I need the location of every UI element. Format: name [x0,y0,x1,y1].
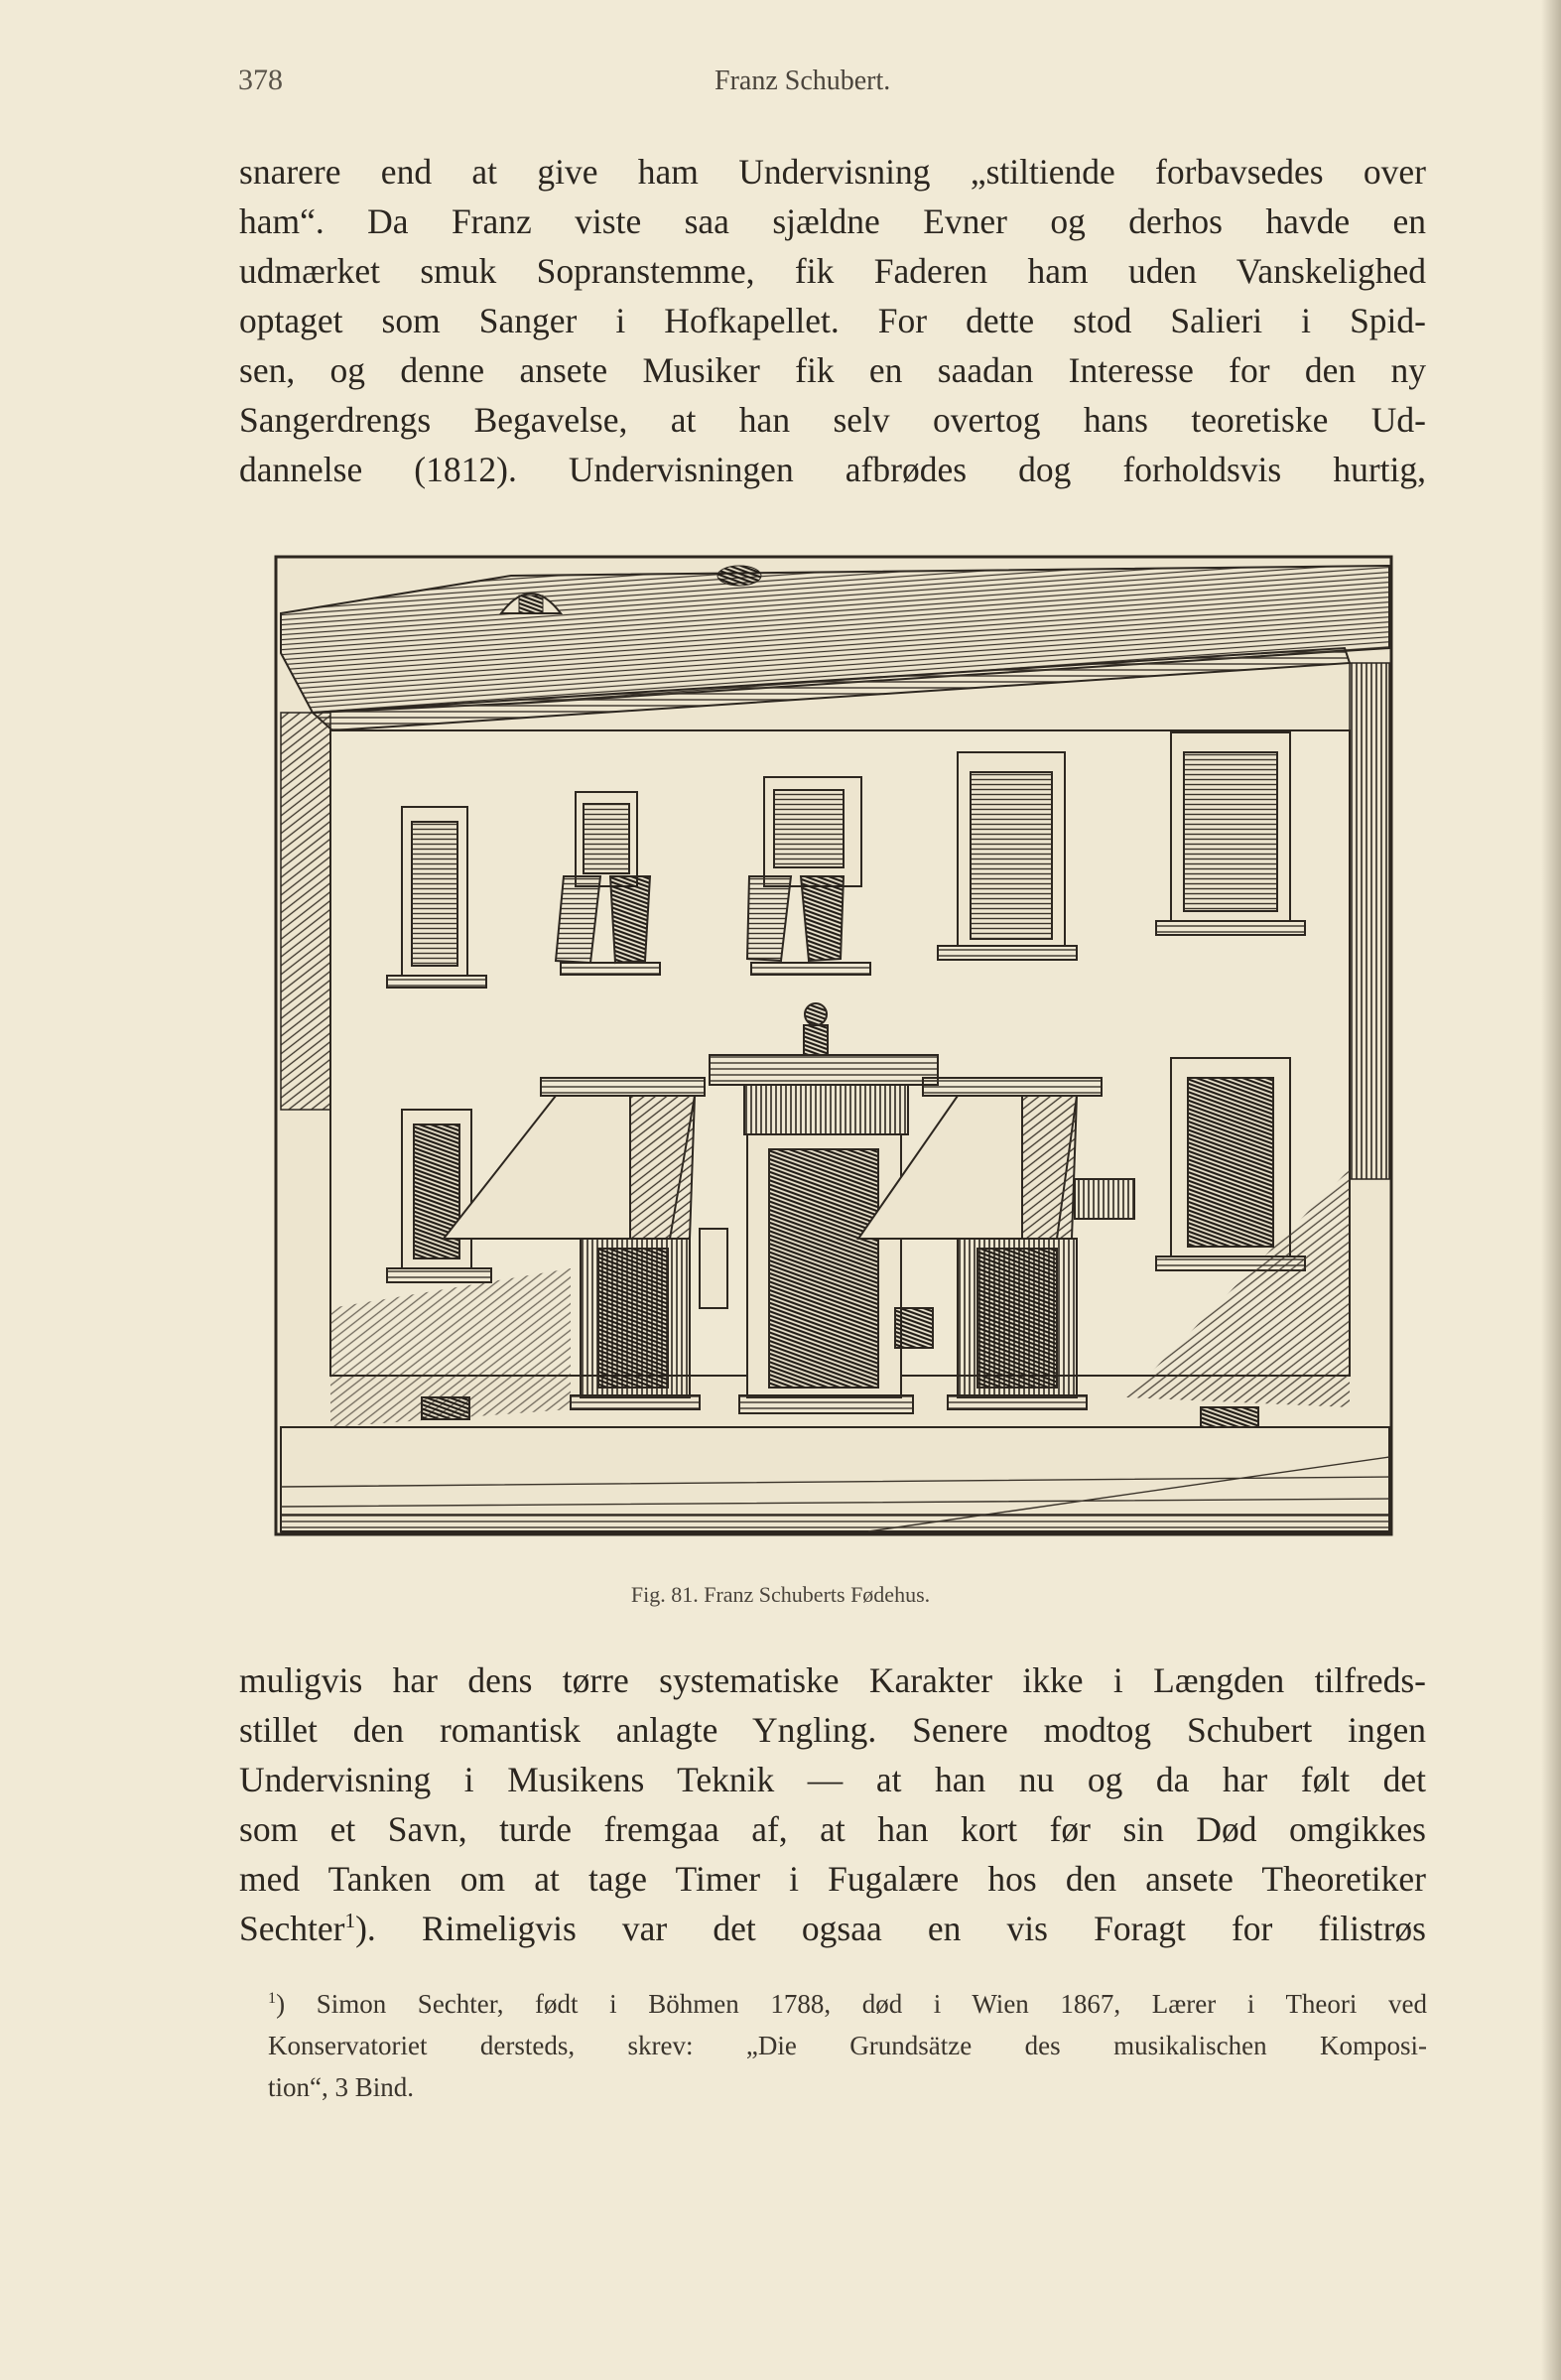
page-edge-shadow [1541,0,1561,2380]
footnote-reference: 1 [344,1909,356,1933]
text-line: snarere end at give ham Undervisning „stiltiende forbavsedes over [239,152,1426,192]
text-line: stillet den romantisk anlagte Yngling. Senere modtog Schubert ingen [239,1710,1426,1750]
running-head: Franz Schubert. [715,66,891,96]
footnote-line: tion“, 3 Bind. [268,2072,414,2102]
text-line: med Tanken om at tage Timer i Fugalære hos den ansete Theoretiker [239,1859,1426,1899]
pavement-curb [281,1515,1389,1532]
text-line: som et Savn, turde fremgaa af, at han kort før sin Død omgikkes [239,1809,1426,1849]
page-number: 378 [238,64,283,96]
right-neighbour-wall [1350,663,1389,1179]
text-line: udmærket smuk Sopranstemme, fik Faderen ham uden Vanskelighed [239,251,1426,291]
text-line: Undervisning i Musikens Teknik — at han nu og da har følt det [239,1760,1426,1799]
footnote-mark: 1 [268,1989,277,2007]
text-line: sen, og denne ansete Musiker fik en saadan Interesse for den ny [239,350,1426,390]
roof-dormer-window [519,595,543,613]
paragraph-1 [239,147,1426,494]
text-fragment: ). Rimeligvis var det ogsaa en vis Foragt for filistrøs [355,1909,1426,1948]
footnote-text: ) Simon Sechter, født i Böhmen 1788, død i Wien 1867, Lærer i Theori ved [276,1989,1427,2019]
left-neighbour-wall [281,713,330,1110]
paragraph-2 [239,1655,1426,1953]
footnote-line [268,1983,1427,2025]
text-line: ham“. Da Franz viste saa sjældne Evner og derhos havde en [239,201,1426,241]
figure-caption: Fig. 81. Franz Schuberts Fødehus. [630,1582,931,1607]
text-fragment: Sechter [239,1909,345,1948]
text-line: dannelse (1812). Undervisningen afbrødes dog forholdsvis hurtig, [239,450,1426,489]
figure-illustration [273,554,1395,1538]
text-line: optaget som Sanger i Hofkapellet. For dette stod Salieri i Spid- [239,301,1426,340]
footnote-line: Konservatoriet dersteds, skrev: „Die Grundsätze des musikalischen Komposi- [268,2031,1427,2060]
cellar-window-left [422,1397,469,1419]
house-engraving [273,554,1395,1538]
roof-vent [717,566,761,586]
figure-person [804,1003,828,1055]
footnote [268,1983,1427,2108]
text-line-with-footnote-ref [239,1904,1426,1953]
text-line: muligvis har dens tørre systematiske Karakter ikke i Længden tilfreds- [239,1660,1426,1700]
text-line: Sangerdrengs Begavelse, at han selv overtog hans teoretiske Ud- [239,400,1426,440]
